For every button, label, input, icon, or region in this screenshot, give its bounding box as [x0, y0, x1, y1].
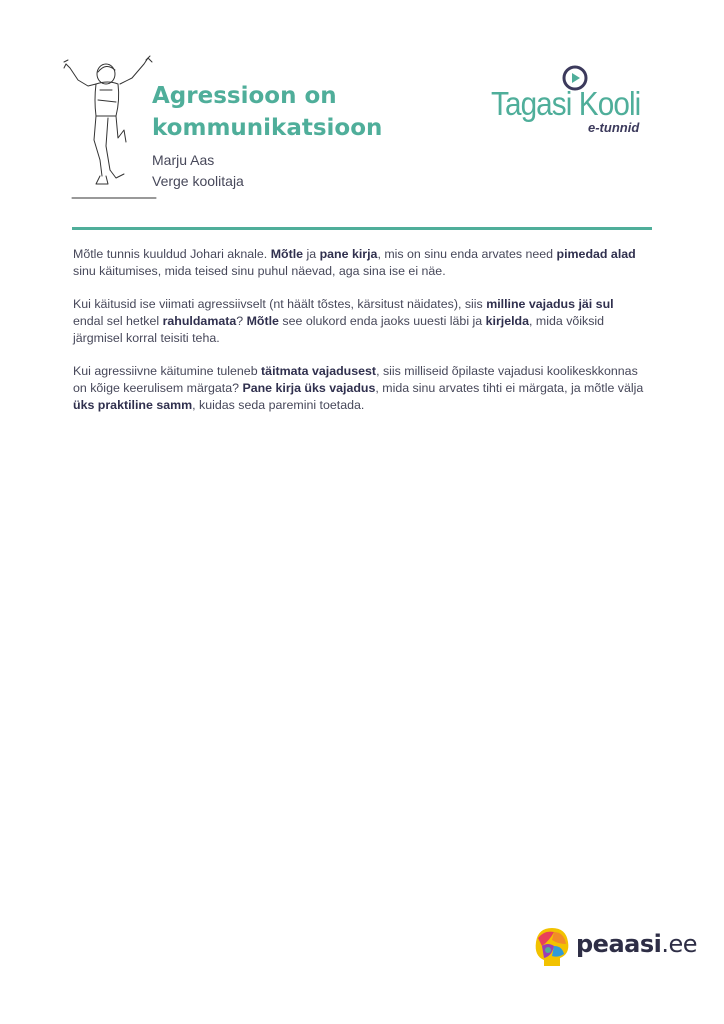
body-text: , mida sinu arvates tihti ei märgata, ja mõtle välja — [375, 381, 644, 395]
emphasis-text: Pane kirja üks vajadus — [242, 381, 376, 395]
instruction-paragraph-1 — [73, 246, 645, 280]
emphasis-text: Mõtle — [246, 314, 279, 328]
body-text: endal sel hetkel — [73, 314, 163, 328]
peaasi-brand: peaasi — [576, 930, 662, 958]
body-text: ja — [303, 247, 320, 261]
instruction-paragraph-2 — [73, 296, 645, 347]
body-text: , mis on sinu enda arvates need — [377, 247, 557, 261]
body-text: sinu käitumises, mida teised sinu puhul näevad, aga sina ise ei näe. — [73, 264, 446, 278]
title-line-1: Agressioon on — [152, 83, 337, 109]
instruction-paragraph-3 — [73, 363, 645, 414]
header-divider — [72, 227, 652, 230]
author-role: Verge koolitaja — [152, 173, 244, 189]
emphasis-text: üks praktiline samm — [73, 398, 193, 412]
e-tunnid-logo-subtitle: e-tunnid — [588, 120, 640, 135]
body-text: see olukord enda jaoks uuesti läbi ja — [278, 314, 486, 328]
body-text: Mõtle tunnis kuuldud Johari aknale. — [73, 247, 271, 261]
peaasi-head-logo-icon — [528, 924, 572, 970]
jumping-person-illustration — [58, 50, 162, 205]
page-title — [152, 80, 382, 144]
task-content — [73, 246, 645, 430]
body-text: , kuidas seda paremini toetada. — [192, 398, 365, 412]
body-text: Kui käitusid ise viimati agressiivselt (nt häält tõstes, kärsitust näidates), siis — [73, 297, 487, 311]
peaasi-tld: .ee — [661, 930, 698, 958]
author-block — [152, 150, 244, 192]
body-text: ? — [236, 314, 247, 328]
emphasis-text: kirjelda — [485, 314, 530, 328]
emphasis-text: pane kirja — [319, 247, 378, 261]
tagasi-kooli-logo: Tagasi Kooli — [491, 85, 641, 122]
emphasis-text: Mõtle — [270, 247, 304, 261]
author-name: Marju Aas — [152, 152, 215, 168]
title-line-2: kommunikatsioon — [152, 115, 383, 141]
emphasis-text: täitmata vajadusest — [261, 364, 377, 378]
body-text: , mida võiksid järgmisel korral teisiti teha. — [73, 314, 605, 345]
emphasis-text: milline vajadus jäi sul — [486, 297, 614, 311]
body-text: , siis milliseid õpilaste vajadusi koolikeskkonnas on kõige keerulisem märgata? — [73, 364, 638, 395]
emphasis-text: rahuldamata — [162, 314, 237, 328]
body-text: Kui agressiivne käitumine tuleneb — [73, 364, 262, 378]
emphasis-text: pimedad alad — [556, 247, 636, 261]
peaasi-footer-logo — [576, 930, 697, 958]
